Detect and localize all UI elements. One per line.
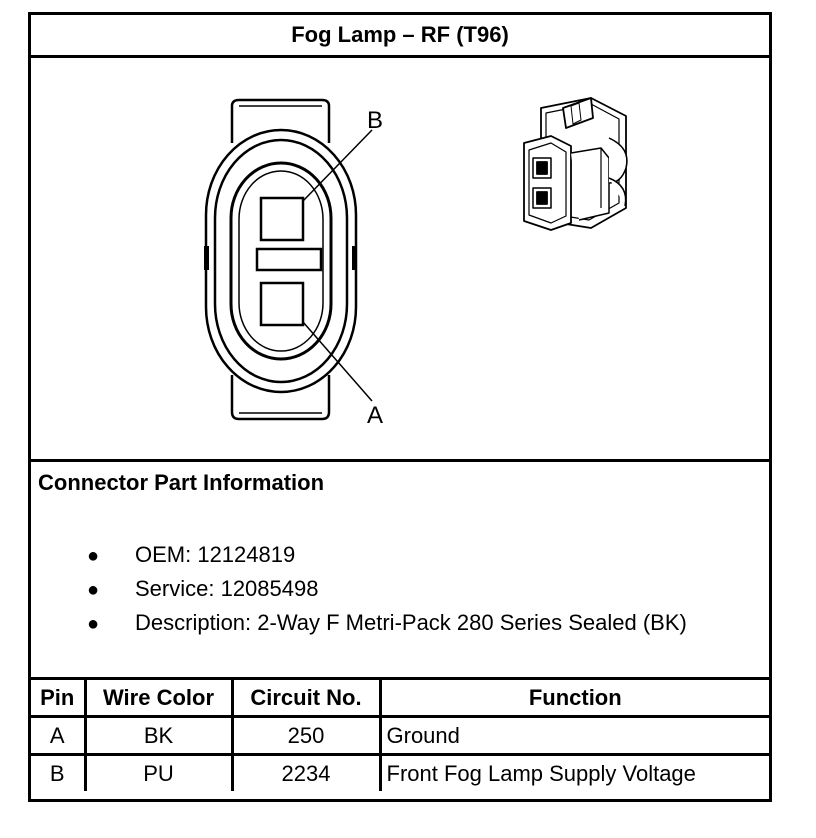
cell-circuit-no: 2234 xyxy=(232,755,380,792)
pin-a-cavity xyxy=(261,283,303,325)
header-wire-color: Wire Color xyxy=(85,680,232,717)
table-row xyxy=(31,717,769,755)
page-title: Fog Lamp – RF (T96) xyxy=(31,15,769,58)
cell-wire-color: PU xyxy=(85,755,232,792)
key-divider xyxy=(257,249,321,270)
header-pin: Pin xyxy=(31,680,85,717)
connector-sheet xyxy=(28,12,772,802)
cell-pin: A xyxy=(31,717,85,755)
bullet-icon: ● xyxy=(87,613,100,635)
connector-face-diagram xyxy=(31,58,769,459)
pin-b-leader xyxy=(303,130,372,201)
cell-wire-color: BK xyxy=(85,717,232,755)
cell-pin: B xyxy=(31,755,85,792)
pin-table xyxy=(31,680,769,791)
bullet-icon: ● xyxy=(87,579,100,601)
pin-a-leader xyxy=(303,322,372,401)
header-circuit-no: Circuit No. xyxy=(232,680,380,717)
header-function: Function xyxy=(380,680,769,717)
cell-circuit-no: 250 xyxy=(232,717,380,755)
pin-a-callout: A xyxy=(367,402,384,429)
bullet-description xyxy=(87,610,687,636)
pin-b-callout: B xyxy=(367,107,384,134)
bullet-icon: ● xyxy=(87,545,100,567)
connector-part-information xyxy=(31,462,769,680)
service-text: Service: 12085498 xyxy=(135,576,319,601)
pin-b-cavity xyxy=(261,198,303,240)
cell-function: Front Fog Lamp Supply Voltage xyxy=(380,755,769,792)
table-header-row xyxy=(31,680,769,717)
table-row xyxy=(31,755,769,792)
info-heading: Connector Part Information xyxy=(38,470,325,495)
connector-3d-view xyxy=(524,98,627,230)
connector-figure xyxy=(31,58,769,462)
bullet-oem xyxy=(87,542,295,568)
oem-text: OEM: 12124819 xyxy=(135,542,296,567)
description-text: Description: 2-Way F Metri-Pack 280 Series Sealed (BK) xyxy=(135,610,687,635)
cell-function: Ground xyxy=(380,717,769,755)
bullet-service xyxy=(87,576,318,602)
